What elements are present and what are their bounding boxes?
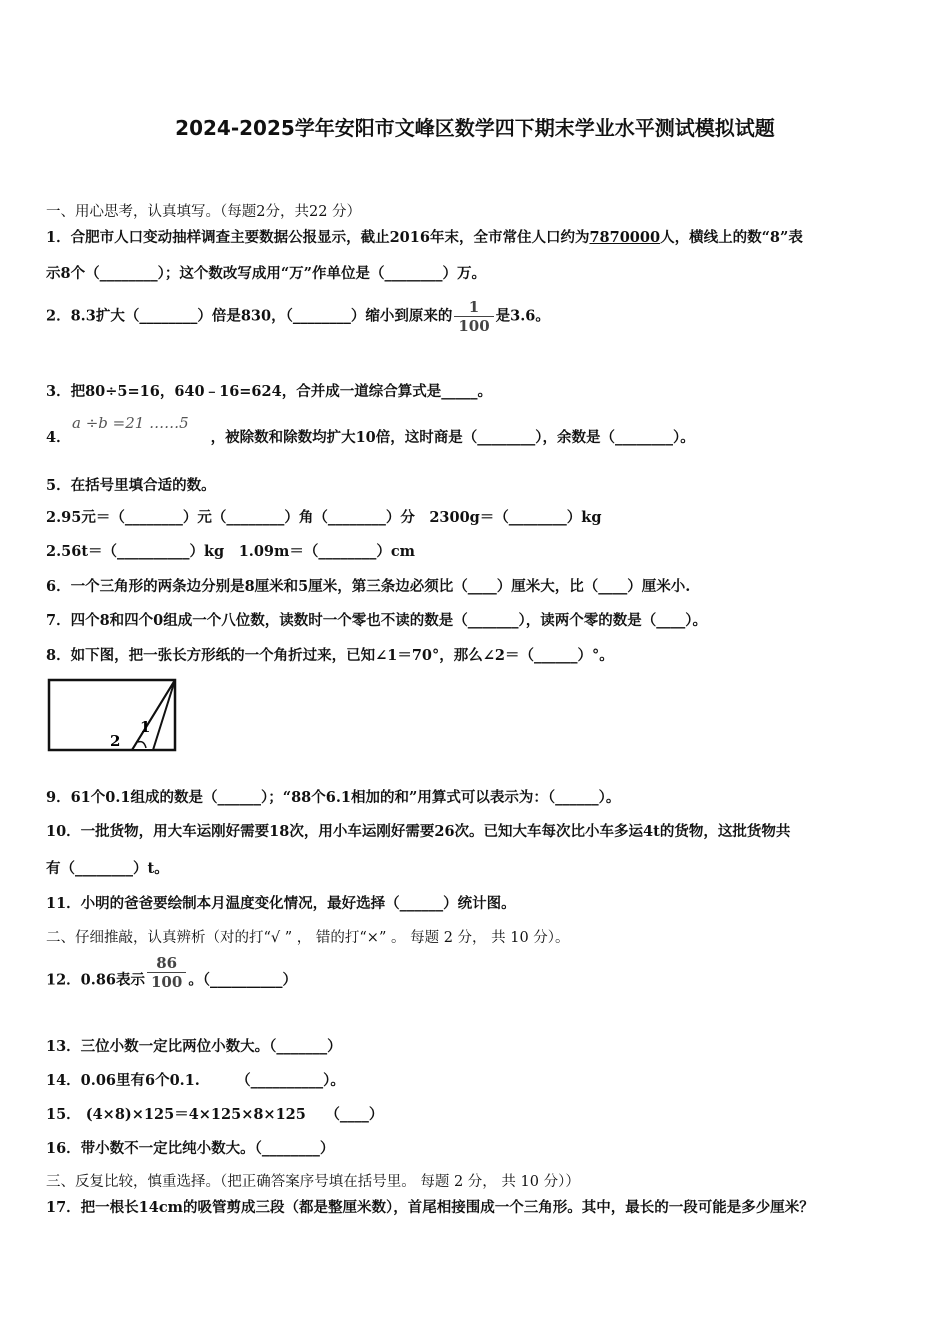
- question-4-number: 4．: [46, 429, 71, 446]
- angle-2-label: 2: [110, 732, 121, 750]
- question-2-text-b: 是3.6。: [495, 307, 550, 325]
- question-12: [46, 954, 298, 999]
- fraction-denominator: 100: [454, 316, 493, 335]
- question-10-line-2: 有（________）t。: [46, 860, 169, 877]
- question-15: 15． (4×8)×125＝4×125×8×125 （____）: [46, 1106, 384, 1123]
- question-6: 6．一个三角形的两条边分别是8厘米和5厘米，第三条边必须比（____）厘米大，比（____）厘米小.: [46, 578, 691, 595]
- fraction-numerator: 1: [468, 298, 480, 316]
- question-1-text-b: 人，横线上的数“8”表: [660, 229, 803, 246]
- question-14: 14．0.06里有6个0.1. （__________）。: [46, 1072, 345, 1089]
- section-2-heading: 二、仔细推敲，认真辨析（对的打“√ ” ， 错的打“×” 。 每题 2 分， 共 10 分）。: [46, 930, 570, 946]
- question-5-line-1: 2.95元＝（________）元（________）角（________）分 2300g＝（________）kg: [46, 509, 602, 526]
- section-3-heading: 三、反复比较，慎重选择。（把正确答案序号填在括号里。 每题 2 分， 共 10 分））: [46, 1174, 580, 1190]
- fraction-numerator: 86: [156, 954, 178, 972]
- question-5-title: 5．在括号里填合适的数。: [46, 477, 216, 494]
- question-9: 9．61个0.1组成的数是（______）；“88个6.1相加的和”用算式可以表示为：（______）。: [46, 789, 621, 806]
- question-12-text-b: 。（__________）: [188, 971, 298, 989]
- question-3: 3．把80÷5=16，640﹣16=624，合并成一道综合算式是_____。: [46, 383, 492, 400]
- question-1-line-1: [46, 228, 803, 248]
- question-8: 8．如下图，把一张长方形纸的一个角折过来，已知∠1＝70°，那么∠2＝（______）°。: [46, 647, 614, 664]
- question-1-text-a: 1．合肥市人口变动抽样调查主要数据公报显示，截止2016年末，全市常住人口约为: [46, 229, 590, 246]
- page-title: 2024-2025学年安阳市文峰区数学四下期末学业水平测试模拟试题: [175, 116, 775, 140]
- question-11: 11．小明的爸爸要绘制本月温度变化情况，最好选择（______）统计图。: [46, 895, 516, 912]
- fraction-1-100: [454, 298, 493, 335]
- question-10-line-1: 10．一批货物，用大车运刚好需要18次，用小车运刚好需要26次。已知大车每次比小车多运4t的货物，这批货物共: [46, 823, 791, 840]
- folded-rectangle-figure: [46, 676, 186, 756]
- question-16: 16．带小数不一定比纯小数大。（________）: [46, 1140, 335, 1157]
- question-13: 13．三位小数一定比两位小数大。（_______）: [46, 1038, 342, 1055]
- question-2: [46, 298, 550, 335]
- question-12-text-a: 12．0.86表示: [46, 971, 145, 989]
- question-1-line-2: 示8个（________）；这个数改写成用“万”作单位是（________）万。: [46, 265, 487, 282]
- fraction-denominator: 100: [147, 972, 186, 991]
- angle-1-label: 1: [140, 718, 151, 736]
- fraction-86-100: [147, 954, 186, 991]
- question-4-text: ，被除数和除数均扩大10倍，这时商是（________），余数是（________）。: [210, 429, 695, 446]
- question-17: 17．把一根长14cm的吸管剪成三段（都是整厘米数），首尾相接围成一个三角形。其中，最长的一段可能是多少厘米？: [46, 1199, 814, 1216]
- question-7: 7．四个8和四个0组成一个八位数，读数时一个零也不读的数是（_______），读两个零的数是（____）。: [46, 612, 708, 629]
- section-1-heading: 一、用心思考，认真填写。（每题2分，共22 分）: [46, 204, 362, 220]
- question-1-underlined-number: 7870000: [589, 229, 661, 246]
- question-2-text-a: 2．8.3扩大（________）倍是830，（________）缩小到原来的: [46, 307, 453, 325]
- question-4-expression: a ÷b =21 ……5: [72, 414, 189, 432]
- question-5-line-2: 2.56t＝（__________）kg 1.09m＝（________）cm: [46, 543, 416, 560]
